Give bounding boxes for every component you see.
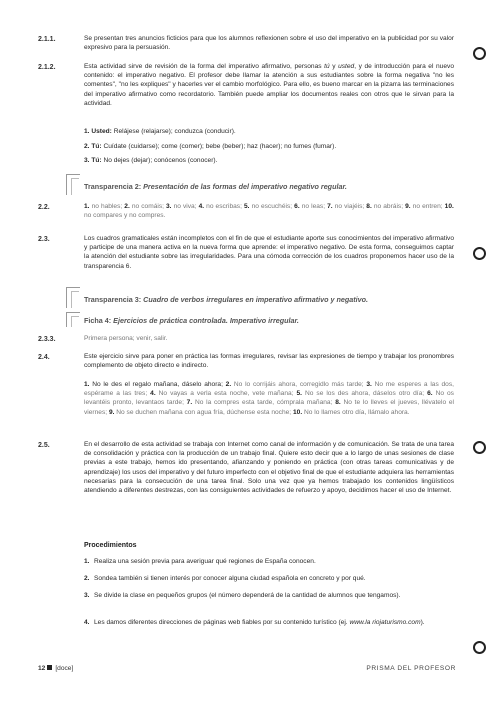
answer-item: 1. Usted: Relájese (relajarse); conduzca (conducir). (84, 128, 236, 135)
answer-list: 1. no hables; 2. no comáis; 3. no viva; 4. no escribas; 5. no escuchéis; 6. no leas; 7. no viajéis; 8. no abráis; 9. no entren; 10. no compares y no compres. (84, 203, 454, 220)
answer-item: 3. Tú: No dejes (dejar); conócenos (conocer). (84, 157, 218, 164)
section-number: 2.1.1. (38, 36, 56, 43)
section-number: 2.1.2. (38, 64, 56, 71)
page-number: 12 [doce] (38, 665, 74, 672)
procedure-step: 2. Sondea también si tienen interés por conocer alguna ciudad española en concreto y por qué. (84, 575, 366, 582)
transparency-icon (66, 174, 80, 195)
binder-hole (473, 47, 486, 60)
section-text: Se presentan tres anuncios ficticios para que los alumnos reflexionen sobre el uso del imperativo en la publicidad por su valor expresivo para la persuasión. (84, 35, 454, 52)
section-number: 2.5. (38, 442, 50, 449)
transparency-title: Transparencia 2: Presentación de las formas del imperativo negativo regular. (84, 182, 347, 191)
section-number: 2.4. (38, 354, 50, 361)
procedure-step: 1. Realiza una sesión previa para averiguar qué regiones de España conocen. (84, 558, 316, 565)
footer-title: PRISMA DEL PROFESOR (366, 665, 456, 672)
square-bullet-icon (47, 665, 52, 670)
binder-hole (473, 641, 486, 654)
binder-hole (473, 441, 486, 454)
section-text: Esta actividad sirve de revisión de la forma del imperativo afirmativo, personas tú y usted, y de introducción para el nuevo contenido: el imperativo negativo. El profesor debe llamar la atención a sus estudiantes sobre la forma negativa "no les comentes", "no les expliques" y hacerles ver el cambio morfológico. Para ello, es bueno marcar en la pizarra las terminaciones del imperativo afirmativo como recordatorio. También puede ampliar los documentos reales con otros que le sirvan para la actividad. (84, 63, 454, 107)
section-text: Primera persona; venir, salir. (84, 335, 168, 342)
section-number: 2.3.3. (38, 336, 56, 343)
section-number: 2.3. (38, 236, 50, 243)
section-number: 2.2. (38, 204, 50, 211)
transparency-icon (66, 287, 80, 308)
worksheet-title: Ficha 4: Ejercicios de práctica controlada. Imperativo irregular. (84, 316, 299, 325)
binder-hole (473, 247, 486, 260)
answer-item: 2. Tú: Cuídate (cuidarse); come (comer); bebe (beber); haz (hacer); no fumes (fumar). (84, 143, 337, 150)
section-text: Este ejercicio sirve para poner en práctica las formas irregulares, revisar las expresiones de tiempo y trabajar los pronombres complemento de objeto directo e indirecto. (84, 353, 454, 370)
section-text: Los cuadros gramaticales están incompletos con el fin de que el estudiante aporte sus conocimientos del imperativo afirmativo y participe de una manera activa en la nueva forma que aprende: el imperativo negativo. De esta forma, conseguimos captar la atención del estudiante sobre las irregularidades. Para una cómoda corrección de los cuadros proponemos hacer uso de la transparencia 6. (84, 235, 454, 270)
procedure-step: 4. Les damos diferentes direcciones de páginas web fiables por su contenido turístico (ej. www.la riojaturismo.com). (84, 619, 425, 626)
web-link[interactable]: www.la riojaturismo.com (349, 619, 421, 626)
transparency-title: Transparencia 3: Cuadro de verbos irregulares en imperativo afirmativo y negativo. (84, 295, 369, 304)
procedures-heading: Procedimientos (84, 542, 137, 549)
procedure-step: 3. Se divide la clase en pequeños grupos (el número dependerá de la cantidad de alumnos que tengamos). (84, 592, 401, 599)
answer-list: 1. No le des el regalo mañana, dáselo ahora; 2. No lo corrijáis ahora, corregidlo más tarde; 3. No me esperes a las dos, espérame a las tres; 4. No vayas a verla esta noche, vete mañana; 5. No se los des ahora, dáselos otro día; 6. No os levantéis pronto, levantaos tarde; 7. No la compres esta tarde, cómprala mañana; 8. No te lo lleves el jueves, llévatelo el viernes; 9. No se duchen mañana con agua fría, dúchense esta noche; 10. No lo llames otro día, llámalo ahora. (84, 381, 454, 416)
section-text: En el desarrollo de esta actividad se trabaja con Internet como canal de información y de comunicación. Se trata de una tarea de consolidación y práctica con la producción de un trabajo final. Quiere esto decir que a lo largo de unas sesiones de clase previas a este trabajo, hemos ido presentando, afianzando y poniendo en práctica (con otras tareas comunicativas y de aprendizaje) los usos del imperativo y del futuro imperfecto con el objetivo final de que el estudiante adquiera las herramientas necesarias para la consecución de una tarea final. Solo una vez que ya hemos trabajado los contenidos lingüísticos atendiendo a diferentes destrezas, con las consiguientes actividades de refuerzo y apoyo, decidimos hacer el uso de Internet. (84, 441, 454, 495)
worksheet-icon (66, 312, 80, 327)
